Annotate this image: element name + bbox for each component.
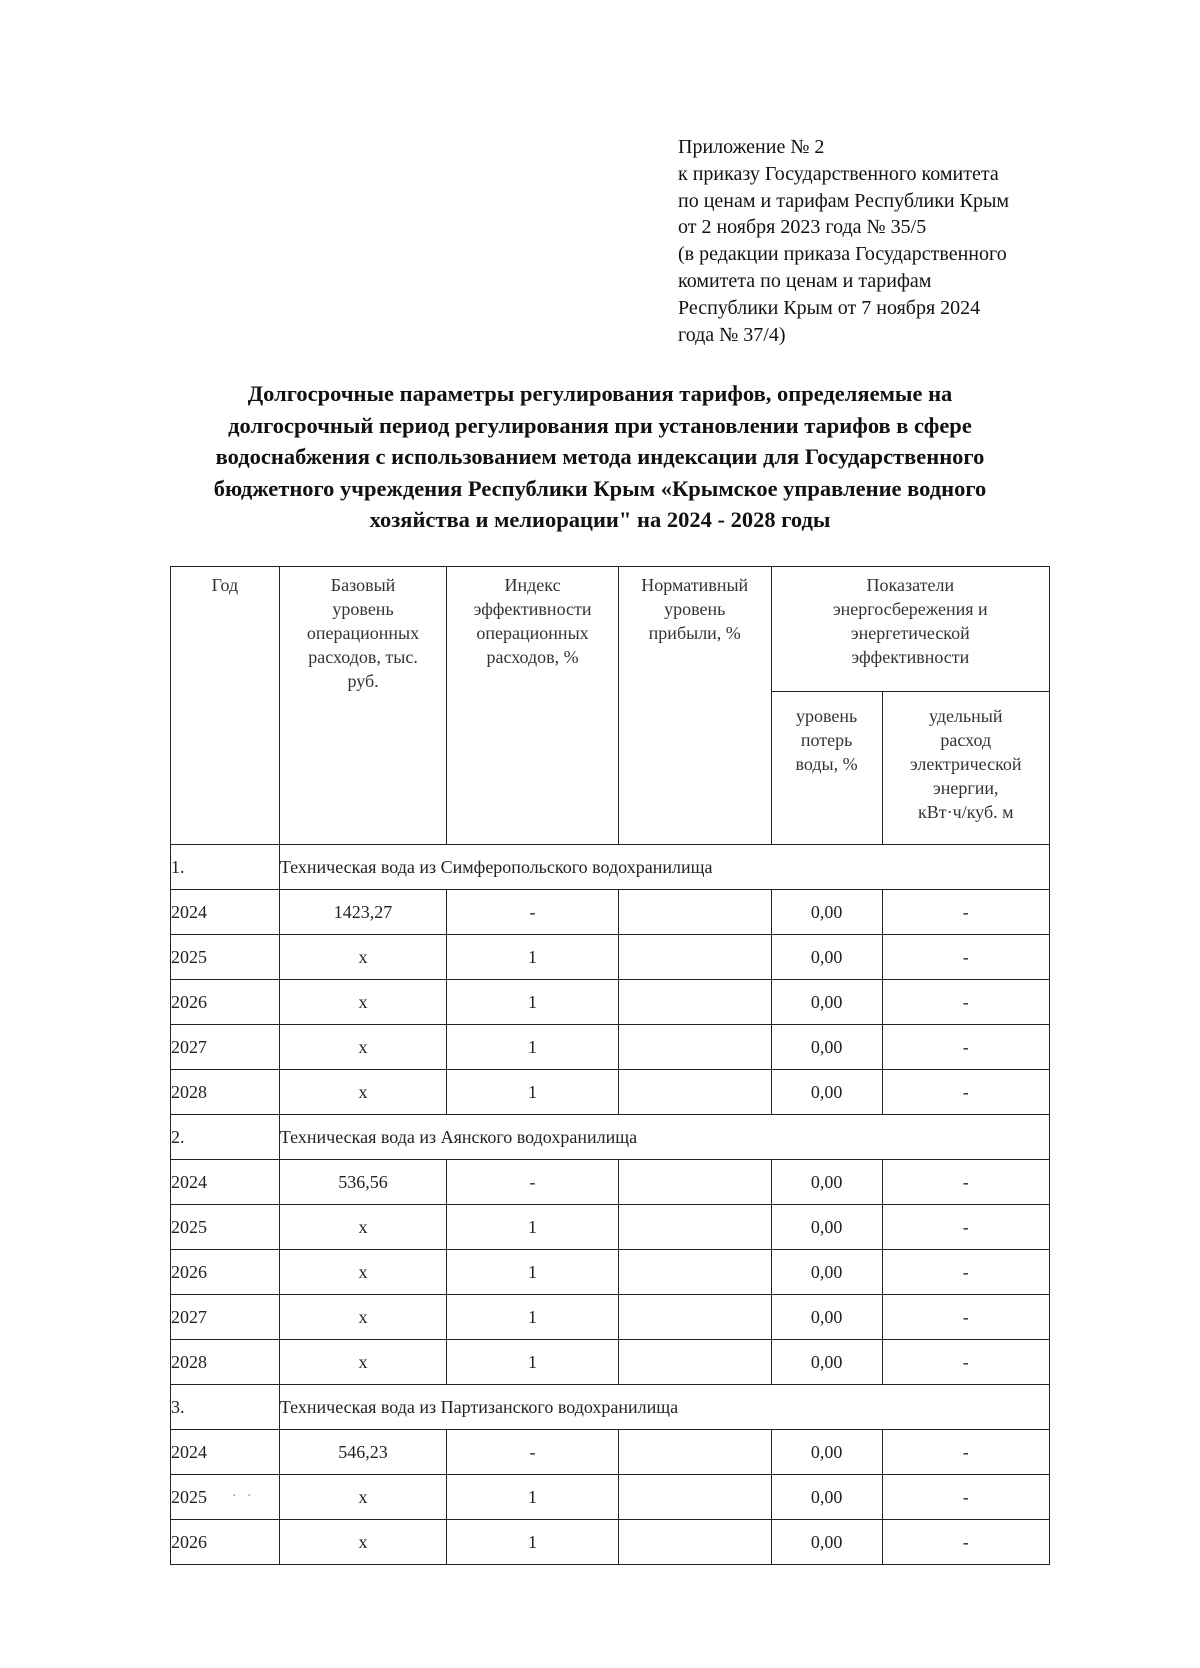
header-base-level-line: расходов, тыс. xyxy=(308,647,418,667)
cell-efficiency-index: 1 xyxy=(447,935,619,980)
cell-electricity: - xyxy=(882,1295,1049,1340)
header-electricity-line: расход xyxy=(940,730,992,750)
table-row xyxy=(171,1295,1050,1340)
cell-base-level: 1423,27 xyxy=(279,890,446,935)
cell-electricity: - xyxy=(882,935,1049,980)
cell-profit-level xyxy=(618,1160,771,1205)
section-number: 1. xyxy=(171,845,280,890)
header-electricity-line: удельный xyxy=(928,706,1003,726)
cell-water-losses: 0,00 xyxy=(771,1250,882,1295)
cell-profit-level xyxy=(618,1475,771,1520)
cell-base-level: х xyxy=(279,1070,446,1115)
cell-electricity: - xyxy=(882,1520,1049,1565)
cell-water-losses: 0,00 xyxy=(771,1475,882,1520)
header-profit-level-line: уровень xyxy=(664,599,726,619)
table-row xyxy=(171,1160,1050,1205)
cell-water-losses: 0,00 xyxy=(771,1205,882,1250)
cell-base-level: х xyxy=(279,1520,446,1565)
cell-base-level: 546,23 xyxy=(279,1430,446,1475)
header-water-losses-line: воды, % xyxy=(795,754,858,774)
cell-efficiency-index: 1 xyxy=(447,1205,619,1250)
cell-base-level: х xyxy=(279,1250,446,1295)
cell-base-level: х xyxy=(279,1340,446,1385)
cell-efficiency-index: 1 xyxy=(447,1250,619,1295)
annex-line: к приказу Государственного комитета xyxy=(678,162,999,185)
cell-efficiency-index: - xyxy=(447,1160,619,1205)
table-row xyxy=(171,1475,1050,1520)
cell-water-losses: 0,00 xyxy=(771,1025,882,1070)
header-efficiency-index-line: расходов, % xyxy=(486,647,579,667)
cell-year: 2027 xyxy=(171,1295,280,1340)
cell-efficiency-index: 1 xyxy=(447,1340,619,1385)
table-row xyxy=(171,890,1050,935)
document-title xyxy=(80,378,1120,536)
cell-profit-level xyxy=(618,1250,771,1295)
cell-profit-level xyxy=(618,980,771,1025)
header-base-level-line: уровень xyxy=(332,599,394,619)
cell-base-level: х xyxy=(279,1205,446,1250)
cell-year: 2026 xyxy=(171,1250,280,1295)
header-profit-level-line: прибыли, % xyxy=(648,623,741,643)
cell-electricity: - xyxy=(882,980,1049,1025)
cell-electricity: - xyxy=(882,1250,1049,1295)
cell-water-losses: 0,00 xyxy=(771,1160,882,1205)
title-line: хозяйства и мелиорации" на 2024 - 2028 годы xyxy=(369,507,831,533)
table-row xyxy=(171,1340,1050,1385)
table-row xyxy=(171,1250,1050,1295)
header-energy-group-line: энергосбережения и xyxy=(832,599,988,619)
table-body xyxy=(171,845,1050,1565)
title-line: бюджетного учреждения Республики Крым «Крымское управление водного xyxy=(213,475,987,501)
annex-line: от 2 ноября 2023 года № 35/5 xyxy=(678,216,927,239)
cell-year: 2028 xyxy=(171,1070,280,1115)
cell-electricity: - xyxy=(882,1070,1049,1115)
header-energy-group-line: Показатели xyxy=(866,575,955,595)
header-electricity xyxy=(882,692,1049,845)
section-number: 3. xyxy=(171,1385,280,1430)
cell-profit-level xyxy=(618,935,771,980)
annex-block xyxy=(678,134,1098,348)
header-profit-level xyxy=(618,567,771,845)
cell-year: 2026 xyxy=(171,980,280,1025)
cell-base-level: х xyxy=(279,935,446,980)
cell-efficiency-index: - xyxy=(447,1430,619,1475)
cell-efficiency-index: 1 xyxy=(447,1295,619,1340)
header-efficiency-index-line: эффективности xyxy=(473,599,592,619)
cell-efficiency-index: 1 xyxy=(447,1025,619,1070)
table-row xyxy=(171,1205,1050,1250)
annex-line: года № 37/4) xyxy=(678,323,786,346)
header-profit-level-line: Нормативный xyxy=(641,575,749,595)
cell-profit-level xyxy=(618,890,771,935)
cell-profit-level xyxy=(618,1070,771,1115)
header-base-level-line: операционных xyxy=(306,623,420,643)
tariff-parameters-table xyxy=(170,566,1050,1565)
cell-profit-level xyxy=(618,1340,771,1385)
cell-efficiency-index: - xyxy=(447,890,619,935)
cell-water-losses: 0,00 xyxy=(771,980,882,1025)
section-name: Техническая вода из Аянского водохранилища xyxy=(279,1115,1049,1160)
cell-base-level: 536,56 xyxy=(279,1160,446,1205)
header-year-label: Год xyxy=(211,575,239,595)
cell-profit-level xyxy=(618,1205,771,1250)
title-line: водоснабжения с использованием метода индексации для Государственного xyxy=(215,444,985,470)
header-efficiency-index xyxy=(447,567,619,845)
cell-efficiency-index: 1 xyxy=(447,1520,619,1565)
header-base-level-line: руб. xyxy=(347,671,379,691)
annex-line: Приложение № 2 xyxy=(678,136,825,158)
header-electricity-line: кВт·ч/куб. м xyxy=(918,802,1014,822)
header-water-losses xyxy=(771,692,882,845)
table-row xyxy=(171,980,1050,1025)
cell-base-level: х xyxy=(279,980,446,1025)
cell-efficiency-index: 1 xyxy=(447,980,619,1025)
cell-profit-level xyxy=(618,1520,771,1565)
cell-base-level: х xyxy=(279,1025,446,1070)
annex-line: Республики Крым от 7 ноября 2024 xyxy=(678,296,981,319)
section-row xyxy=(171,1115,1050,1160)
header-base-level xyxy=(279,567,446,845)
cell-profit-level xyxy=(618,1295,771,1340)
cell-year: 2024 xyxy=(171,1430,280,1475)
header-energy-group xyxy=(771,567,1049,692)
cell-electricity: - xyxy=(882,1160,1049,1205)
header-electricity-line: энергии, xyxy=(933,778,999,798)
cell-water-losses: 0,00 xyxy=(771,890,882,935)
cell-year: 2026 xyxy=(171,1520,280,1565)
cell-efficiency-index: 1 xyxy=(447,1070,619,1115)
cell-water-losses: 0,00 xyxy=(771,1070,882,1115)
header-year-marks: . . xyxy=(232,1484,255,1500)
cell-electricity: - xyxy=(882,1025,1049,1070)
header-electricity-line: электрической xyxy=(909,754,1022,774)
table-row xyxy=(171,1430,1050,1475)
cell-water-losses: 0,00 xyxy=(771,1340,882,1385)
cell-efficiency-index: 1 xyxy=(447,1475,619,1520)
title-line: Долгосрочные параметры регулирования тарифов, определяемые на xyxy=(247,381,953,406)
cell-year: 2025 xyxy=(171,1205,280,1250)
cell-year: 2028 xyxy=(171,1340,280,1385)
header-energy-group-line: энергетической xyxy=(850,623,970,643)
table-row xyxy=(171,1070,1050,1115)
annex-line: комитета по ценам и тарифам xyxy=(678,269,932,292)
section-row xyxy=(171,1385,1050,1430)
header-energy-group-line: эффективности xyxy=(851,647,970,667)
cell-year: 2025 xyxy=(171,1475,280,1520)
cell-water-losses: 0,00 xyxy=(771,1430,882,1475)
cell-year: 2024 xyxy=(171,1160,280,1205)
cell-profit-level xyxy=(618,1025,771,1070)
section-number: 2. xyxy=(171,1115,280,1160)
section-row xyxy=(171,845,1050,890)
section-name: Техническая вода из Симферопольского водохранилища xyxy=(279,845,1049,890)
cell-year: 2027 xyxy=(171,1025,280,1070)
cell-electricity: - xyxy=(882,1340,1049,1385)
table-row xyxy=(171,1520,1050,1565)
header-water-losses-line: уровень xyxy=(795,706,858,726)
table-row xyxy=(171,935,1050,980)
cell-electricity: - xyxy=(882,890,1049,935)
cell-water-losses: 0,00 xyxy=(771,1295,882,1340)
cell-electricity: - xyxy=(882,1430,1049,1475)
cell-profit-level xyxy=(618,1430,771,1475)
title-line: долгосрочный период регулирования при установлении тарифов в сфере xyxy=(228,412,972,438)
cell-water-losses: 0,00 xyxy=(771,1520,882,1565)
cell-base-level: х xyxy=(279,1295,446,1340)
cell-year: 2025 xyxy=(171,935,280,980)
cell-water-losses: 0,00 xyxy=(771,935,882,980)
header-efficiency-index-line: операционных xyxy=(476,623,589,643)
cell-electricity: - xyxy=(882,1475,1049,1520)
header-water-losses-line: потерь xyxy=(800,730,853,750)
cell-base-level: х xyxy=(279,1475,446,1520)
annex-line: (в редакции приказа Государственного xyxy=(678,243,1007,266)
annex-line: по ценам и тарифам Республики Крым xyxy=(678,189,1010,212)
cell-electricity: - xyxy=(882,1205,1049,1250)
cell-year: 2024 xyxy=(171,890,280,935)
table-row xyxy=(171,1025,1050,1070)
header-efficiency-index-line: Индекс xyxy=(504,575,561,595)
section-name: Техническая вода из Партизанского водохранилища xyxy=(279,1385,1049,1430)
header-base-level-line: Базовый xyxy=(330,575,396,595)
